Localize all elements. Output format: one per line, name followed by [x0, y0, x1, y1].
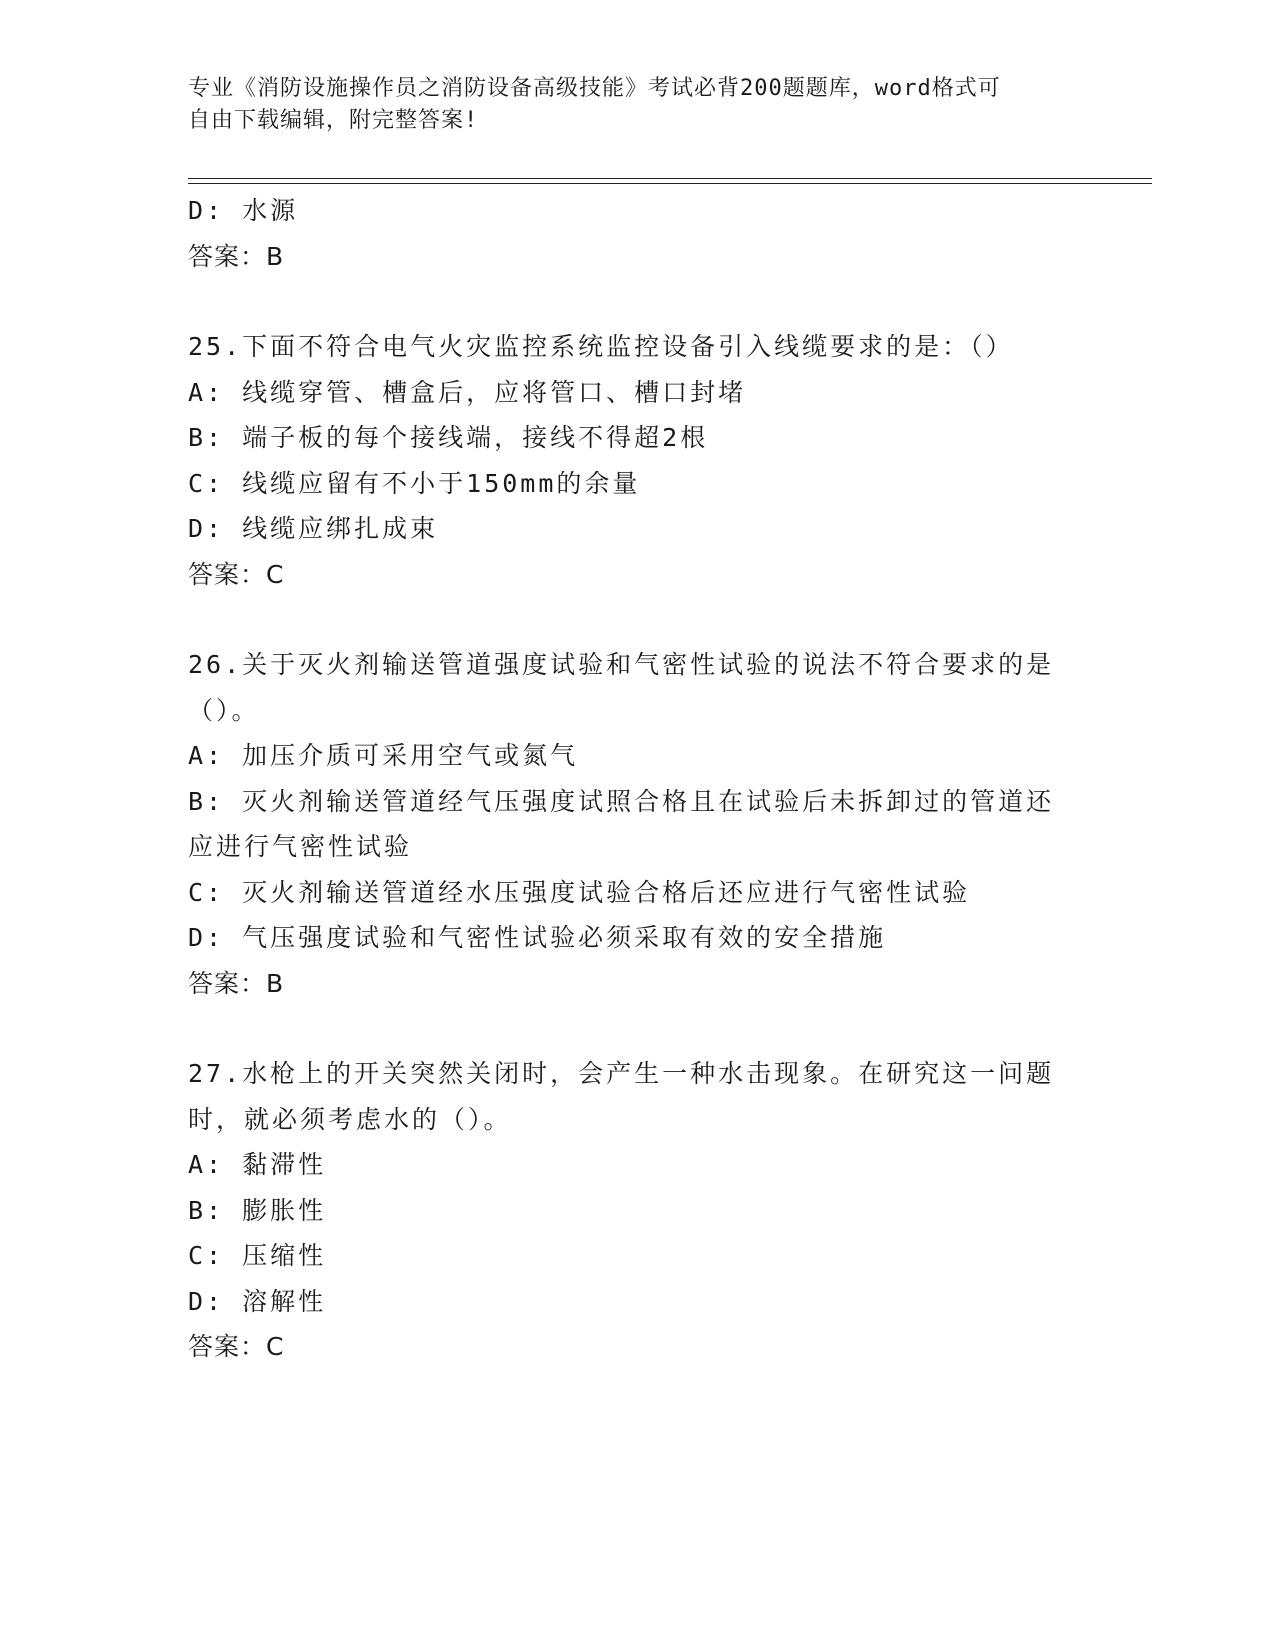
answer: 答案：C: [188, 559, 285, 589]
option-d: D: 溶解性: [188, 1286, 327, 1316]
header-line-2: 自由下载编辑，附完整答案!: [188, 108, 479, 133]
answer: 答案：C: [188, 1332, 285, 1361]
question-stem-continued: （）。: [188, 695, 260, 725]
option-d: D: 气压强度试验和气密性试验必须采取有效的安全措施: [188, 923, 887, 952]
header-divider-top: [188, 178, 1152, 179]
document-header: [188, 73, 1068, 137]
spacer: [188, 1006, 1088, 1051]
option-b: B: 膨胀性: [188, 1195, 327, 1225]
option-d: D: 线缆应绑扎成束: [188, 514, 439, 543]
option-a: A: 加压介质可采用空气或氮气: [188, 741, 579, 770]
question-stem-continued: 时，就必须考虑水的（）。: [188, 1104, 512, 1134]
question-stem: 27.水枪上的开关突然关闭时，会产生一种水击现象。在研究这一问题: [188, 1059, 1055, 1088]
answer: 答案：B: [188, 968, 285, 998]
option-a: A: 黏滞性: [188, 1150, 327, 1179]
option-c: C: 线缆应留有不小于150mm的余量: [188, 468, 641, 498]
option-c: C: 灭火剂输送管道经水压强度试验合格后还应进行气密性试验: [188, 877, 971, 907]
prev-answer: 答案：B: [188, 241, 285, 271]
option-b: B: 端子板的每个接线端，接线不得超2根: [188, 423, 709, 452]
option-c: C: 压缩性: [188, 1241, 327, 1270]
header-line-1: 专业《消防设施操作员之消防设备高级技能》考试必背200题题库，word格式可: [188, 76, 1001, 101]
option-b-continued: 应进行气密性试验: [188, 832, 413, 861]
question-body: [188, 188, 1088, 1370]
question-stem: 26.关于灭火剂输送管道强度试验和气密性试验的说法不符合要求的是: [188, 650, 1055, 679]
question-25: [188, 324, 1088, 597]
header-divider-bottom: [188, 183, 1152, 184]
question-stem: 25.下面不符合电气火灾监控系统监控设备引入线缆要求的是：（）: [188, 332, 1014, 361]
option-b: B: 灭火剂输送管道经气压强度试照合格且在试验后未拆卸过的管道还: [188, 786, 1055, 816]
spacer: [188, 597, 1088, 642]
option-a: A: 线缆穿管、槽盒后，应将管口、槽口封堵: [188, 377, 747, 407]
spacer: [188, 279, 1088, 324]
prev-option-d: D: 水源: [188, 196, 299, 225]
question-27: [188, 1051, 1088, 1370]
question-26: [188, 642, 1088, 1006]
